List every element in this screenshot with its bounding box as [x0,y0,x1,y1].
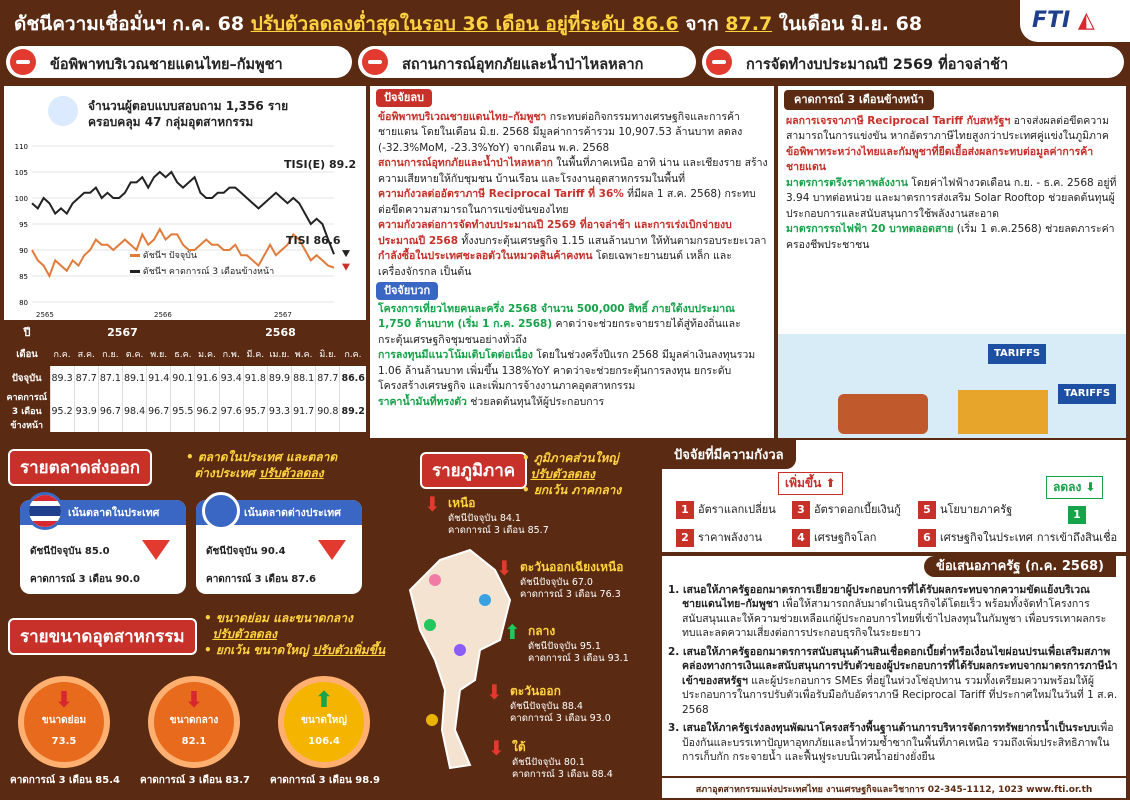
factor-item [370,249,774,280]
y-tick-label: 85 [19,273,28,281]
region-forecast: คาดการณ์ 3 เดือน 93.0 [510,713,611,724]
factor-pill-budget: การจัดทำงบประมาณปี 2569 ที่อาจล่าช้า [702,46,1124,78]
factor-item [370,302,774,349]
rec-item: 1. เสนอให้ภาครัฐออกมาตรการเยียวยาผู้ประกอบการที่ได้รับผลกระทบจากความขัดแย้งบริเวณชายแดนไทย–กัมพูชา เพื่อให้สามารถกลับมาดำเนินธุรกิจได้โดยเร็ว พร้อมทั้งจัดทำโครงการสนับสนุนและให้ความช่วยเหลือแก่ผู้ประกอบการไทยที่เข้าไปลงทุนในกัมพูชา เพื่อบรรเทาผลกระทบและลดความเสี่ยงต่อการประกอบธุรกิจในระยะยาว [668,583,1107,639]
region-current: ดัชนีปัจจุบัน 88.4 [510,701,583,712]
region-note: • ภูมิภาคส่วนใหญ่ ปรับตัวลดลง • ยกเว้น ภาคกลาง [522,451,622,497]
factor-detail: โดยในช่วงครึ่งปีแรก 2568 มีมูลค่าเงินลงทุนรวม 1.06 ล้านล้านบาท เพิ่มขึ้น 138%YoY คาดว่าจะช่วยกระตุ้นการลงทุน ยกระดับโครงสร้างเศรษฐกิจ และเพิ่มการจ้างงานภาคอุตสาหกรรม [378,349,756,392]
factor-title: การลงทุนมีแนวโน้มเติบโตต่อเนื่อง [378,349,533,361]
current-cell: 86.6 [340,366,366,390]
size-value: 82.1 [181,736,207,747]
fti-logo: FTI ◭ [1020,0,1130,42]
factor-detail: ทั้งงบกระตุ้นเศรษฐกิจ 1.15 แสนล้านบาท ให้ทันตามกรอบระยะเวลา [458,234,767,247]
down-arrow-icon: ⬇ [424,492,441,516]
foreign-current: ดัชนีปัจจุบัน 90.4 [206,546,286,557]
rec-item: 3. เสนอให้ภาครัฐเร่งลงทุนพัฒนาโครงสร้างพื้นฐานด้านการบริหารจัดการทรัพยากรน้ำเป็นระบบเพื่อป้องกันและบรรเทาปัญหาอุทกภัยและน้ำท่วมซ้ำซากในพื้นที่ภาคเหนือ รวมถึงเพิ่มประสิทธิภาพในการเก็บกัก กระจายน้ำ และฟื้นฟูระบบนิเวศน้ำอย่างยั่งยืน [668,722,1114,763]
recs-panel [662,556,1126,776]
year-2566: 2566 [154,311,172,319]
tariff-illustration [778,334,1126,438]
tariff-sign-2: TARIFFS [1058,384,1116,404]
current-cell: 89.1 [122,366,146,390]
forecast-cell: 96.2 [195,390,219,432]
current-cell: 91.6 [195,366,219,390]
forecast-cell: 95.7 [243,390,267,432]
region-item [528,622,629,665]
forecast-row-label: คาดการณ์ 3 เดือน ข้างหน้า [4,390,50,432]
y-tick-label: 80 [19,299,28,307]
negative-header: ปัจจัยลบ [376,89,432,107]
domestic-header: เน้นตลาดในประเทศ [20,500,186,525]
factor-item [370,348,774,395]
current-cell: 87.1 [98,366,122,390]
y-tick-label: 95 [19,221,28,229]
outlook-title: ข้อพิพาทระหว่างไทยและกัมพูชาที่ยืดเยื้อส่งผลกระทบต่อมูลค่าการค้าชายแดน [786,145,1094,173]
size-name: ขนาดย่อม [41,715,87,726]
concern-up-item: 6 เศรษฐกิจในประเทศ [918,528,1033,547]
foreign-header: เน้นตลาดต่างประเทศ [196,500,362,525]
factor-item [370,187,774,218]
month-cell: มี.ค. [246,350,265,360]
rec-item: 2. เสนอให้ภาครัฐออกมาตรการสนับสนุนด้านสินเชื่อดอกเบี้ยต่ำหรือเงื่อนไขผ่อนปรนเพื่อเสริมสภาพคล่องทางการเงินและสนับสนุนการปรับตัวของผู้ประกอบการที่ได้รับผลกระทบจากมาตรการภาษีนำเข้าของสหรัฐฯ และผู้ประกอบการ SMEs ที่อยู่ในห่วงโซ่อุปทาน รวมทั้งเตรียมความพร้อมให้ผู้ประกอบการในการปรับตัวเพื่อรับมือกับอัตราภาษี Reciprocal Tariff ที่ประกาศใหม่ในวันที่ 1 ส.ค. 2568 [668,645,1118,716]
domestic-forecast: คาดการณ์ 3 เดือน 90.0 [30,574,140,585]
factor-detail: กระทบต่อกิจกรรมทางเศรษฐกิจและการค้าชายแดน โดยในเดือน มิ.ย. 2568 มีมูลค่าการค้ารวม 10,907.53 ล้านบาท ลดลง (-32.3%MoM, -23.3%YoY) จากเดือน พ.ค. 2568 [378,110,743,154]
y-tick-label: 90 [19,247,28,255]
factor-title: ข้อพิพาทบริเวณชายแดนไทย–กัมพูชา [378,110,547,123]
factor-detail: คาดว่าจะช่วยกระจายรายได้สู่ท้องถิ่นและกระตุ้นเศรษฐกิจชุมชนอย่างทั่วถึง [378,318,741,346]
recs-header: ข้อเสนอภาครัฐ (ก.ค. 2568) [924,556,1116,577]
forecast-cell: 91.7 [292,390,316,432]
outlook-header: คาดการณ์ 3 เดือนข้างหน้า [784,90,934,110]
factors-panel [370,86,774,438]
factor-detail: ในพื้นที่ภาคเหนือ อาทิ น่าน และเชียงราย สร้างความเสียหายให้กับชุมชน บ้านเรือน และโรงงานอุตสาหกรรมในพื้นที่ [378,157,768,185]
region-item [510,682,611,725]
year-header: ปี [23,326,31,339]
current-cell: 88.1 [292,366,316,390]
current-cell: 87.7 [316,366,340,390]
year-2567-header: 2567 [107,325,138,339]
outlook-title: มาตรการรถไฟฟ้า 20 บาทตลอดสาย [786,223,954,235]
region-name: ตะวันออกเฉียงเหนือ [520,560,624,574]
size-value: 106.4 [308,736,340,747]
outlook-title: มาตรการตรึงราคาพลังงาน [786,176,908,189]
region-name: ใต้ [512,740,526,754]
thai-flag-icon [26,492,64,530]
minus-icon [362,49,388,75]
forecast-cell: 95.2 [50,390,74,432]
factor-title: โครงการเที่ยวไทยคนละครึ่ง 2568 จำนวน 500,000 สิทธิ์ ภายใต้งบประมาณ 1,750 ล้านบาท (เริ่ม 1 ก.ค. 2568) [378,302,735,330]
region-current: ดัชนีปัจจุบัน 84.1 [448,513,521,524]
y-tick-label: 100 [14,195,28,203]
forecast-cell: 98.4 [122,390,146,432]
current-cell: 90.1 [171,366,195,390]
current-row-label: ปัจจุบัน [4,366,50,390]
factor-item [370,395,774,411]
legend-current: ดัชนีฯ ปัจจุบัน [130,248,274,264]
export-tag: รายตลาดส่งออก [8,449,152,486]
forecast-cell: 93.3 [267,390,291,432]
factor-title: ราคาน้ำมันที่ทรงตัว [378,395,467,408]
size-circle [278,676,370,768]
factor-item [370,156,774,187]
size-tag: รายขนาดอุตสาหกรรม [8,618,197,655]
foreign-card [196,500,362,594]
concern-up-item: 3 อัตราดอกเบี้ยเงินกู้ [792,500,901,519]
concerns-down-label: ลดลง ⬇ [1046,476,1103,499]
outlook-detail: โดยค่าไฟฟ้างวดเดือน ก.ย. - ธ.ค. 2568 อยู่ที่ 3.94 บาทต่อหน่วย และมาตรการส่งเสริม Solar Rooftop ช่วยลดต้นทุนผู้ประกอบการและสนับสนุนการใช้พลังงานสะอาด [786,176,1117,220]
end-marker [342,250,350,257]
outlook-item [778,114,1126,145]
factor-pill-border: ข้อพิพาทบริเวณชายแดนไทย–กัมพูชา [6,46,352,78]
forecast-cell: 95.5 [171,390,195,432]
survey-count: จำนวนผู้ตอบแบบสอบถาม 1,356 ราย [88,99,289,113]
foreign-forecast: คาดการณ์ 3 เดือน 87.6 [206,574,316,585]
size-forecast: คาดการณ์ 3 เดือน 98.9 [270,775,380,786]
month-cell: ก.ค. [344,350,362,360]
concern-up-item: 2 ราคาพลังงาน [676,528,762,547]
tisi-label: TISI 86.6 [286,234,341,247]
region-forecast: คาดการณ์ 3 เดือน 85.7 [448,525,549,536]
forecast-cell: 93.9 [74,390,98,432]
tisi-e-label: TISI(E) 89.2 [284,158,357,171]
month-cell: ต.ค. [125,350,144,360]
concern-down-item: 1 การเข้าถึงสินเชื่อ [1036,508,1118,544]
month-cell: ก.พ. [222,350,240,360]
factor-item [370,218,774,249]
factor-title: ความกังวลต่อการจัดทำงบประมาณปี 2569 ที่อาจล่าช้า และการเร่งเบิกจ่ายงบประมาณปี 2568 [378,219,732,247]
region-current: ดัชนีปัจจุบัน 80.1 [512,757,585,768]
month-cell: ก.ย. [102,350,119,360]
page-title: ดัชนีความเชื่อมั่นฯ ก.ค. 68 ปรับตัวลดลงต่ำสุดในรอบ 36 เดือน อยู่ที่ระดับ 86.6 จาก 87.7 ในเดือน มิ.ย. 68 [0,0,1130,42]
month-cell: พ.ย. [150,350,168,360]
outlook-title: ผลการเจรจาภาษี Reciprocal Tariff กับสหรัฐฯ [786,114,1011,127]
current-cell: 89.9 [267,366,291,390]
outlook-detail: (เริ่ม 1 ต.ค.2568) ช่วยลดภาระค่าครองชีพประชาชน [786,223,1115,251]
container-boxes [958,390,1048,434]
region-forecast: คาดการณ์ 3 เดือน 93.1 [528,653,629,664]
region-item [512,738,613,781]
concerns-panel [662,440,1126,552]
factor-detail: ช่วยลดต้นทุนให้ผู้ประกอบการ [466,395,605,408]
flooded-house [838,394,928,434]
footer: สภาอุตสาหกรรมแห่งประเทศไทย งานเศรษฐกิจและวิชาการ 02-345-1112, 1023 www.fti.or.th [662,778,1126,798]
size-circle [18,676,110,768]
down-arrow-icon [142,540,170,560]
size-forecast: คาดการณ์ 3 เดือน 83.7 [140,775,250,786]
month-cell: พ.ค. [294,350,313,360]
factor-title: กำลังซื้อในประเทศชะลอตัวในหมวดสินค้าคงทน [378,250,593,262]
factor-item [370,110,774,157]
region-item [520,558,623,601]
size-name: ขนาดกลาง [169,715,219,726]
size-name: ขนาดใหญ่ [301,715,347,726]
domestic-card [20,500,186,594]
region-item [448,494,549,537]
region-forecast: คาดการณ์ 3 เดือน 88.4 [512,769,613,780]
minus-icon [706,49,732,75]
factor-pill-flood: สถานการณ์อุทกภัยและน้ำป่าไหลหลาก [358,46,696,78]
outlook-item [778,145,1126,176]
region-name: กลาง [528,624,556,638]
tariff-sign-1: TARIFFS [988,344,1046,364]
forecast-cell: 89.2 [340,390,366,432]
forecast-cell: 96.7 [98,390,122,432]
index-table [4,322,366,432]
outlook-detail: อาจส่งผลต่อขีดความสามารถในการแข่งขัน หากอัตราภาษีไทยสูงกว่าประเทศคู่แข่งในภูมิภาค [786,114,1110,142]
y-tick-label: 110 [14,143,28,151]
index-chart [4,86,366,320]
month-cell: ก.ค. [53,350,71,360]
current-cell: 93.4 [219,366,243,390]
up-arrow-icon: ⬆ [314,688,334,713]
factor-detail: ที่มีผล 1 ส.ค. 2568) กระทบต่อขีดความสามารถในการแข่งขันของไทย [378,188,756,216]
down-arrow-icon: ⬇ [54,688,74,713]
region-tag: รายภูมิภาค [420,452,527,489]
outlook-panel [778,86,1126,438]
down-arrow-icon [318,540,346,560]
month-cell: ส.ค. [77,350,95,360]
forecast-cell: 90.8 [316,390,340,432]
current-cell: 91.4 [147,366,171,390]
down-arrow-icon: ⬇ [496,556,513,580]
concern-up-item: 4 เศรษฐกิจโลก [792,528,876,547]
down-arrow-icon: ⬇ [486,680,503,704]
month-cell: เม.ย. [269,350,290,360]
factor-title: สถานการณ์อุทกภัยและน้ำป่าไหลหลาก [378,157,553,169]
size-value: 73.5 [51,736,77,747]
concern-up-item: 1 อัตราแลกเปลี่ยน [676,500,776,519]
year-2568-header: 2568 [265,325,296,339]
minus-icon [10,49,36,75]
down-arrow-icon: ⬇ [184,688,204,713]
year-2567: 2567 [274,311,292,319]
size-forecast: คาดการณ์ 3 เดือน 85.4 [10,775,120,786]
up-arrow-icon: ⬆ [504,620,521,644]
month-cell: ม.ค. [198,350,216,360]
legend-forecast: ดัชนีฯ คาดการณ์ 3 เดือนข้างหน้า [130,264,274,280]
current-cell: 91.8 [243,366,267,390]
region-name: ตะวันออก [510,684,561,698]
factor-title: ความกังวลต่ออัตราภาษี Reciprocal Tariff ที่ 36% [378,188,624,200]
y-tick-label: 105 [14,169,28,177]
outlook-item [778,222,1126,253]
month-cell: ธ.ค. [174,350,192,360]
end-marker [342,264,350,271]
region-name: เหนือ [448,496,476,510]
down-arrow-icon: ⬇ [488,736,505,760]
concern-up-item: 5 นโยบายภาครัฐ [918,500,1012,519]
size-note: • ขนาดย่อม และขนาดกลาง ปรับตัวลดลง • ยกเว้น ขนาดใหญ่ ปรับตัวเพิ่มขึ้น [204,611,386,657]
factor-detail: โดยเฉพาะยานยนต์ เหล็ก และเครื่องจักรกล เป็นต้น [378,250,732,278]
globe-icon [202,492,240,530]
forecast-cell: 96.7 [147,390,171,432]
current-cell: 89.3 [50,366,74,390]
region-forecast: คาดการณ์ 3 เดือน 76.3 [520,589,621,600]
region-current: ดัชนีปัจจุบัน 67.0 [520,577,593,588]
concerns-header: ปัจจัยที่มีความกังวล [662,440,796,469]
month-header: เดือน [16,348,38,360]
current-cell: 87.7 [74,366,98,390]
line-chart-svg [4,86,366,320]
forecast-cell: 97.6 [219,390,243,432]
domestic-current: ดัชนีปัจจุบัน 85.0 [30,546,110,557]
positive-header: ปัจจัยบวก [376,282,438,300]
concerns-up-label: เพิ่มขึ้น ⬆ [778,472,843,495]
month-cell: มิ.ย. [319,350,337,360]
size-circle [148,676,240,768]
region-current: ดัชนีปัจจุบัน 95.1 [528,641,601,652]
year-2565: 2565 [36,311,54,319]
outlook-item [778,176,1126,223]
survey-coverage: ครอบคลุม 47 กลุ่มอุตสาหกรรม [88,115,254,129]
export-note: • ตลาดในประเทศ และตลาด ต่างประเทศ ปรับตัวลดลง [186,450,338,480]
